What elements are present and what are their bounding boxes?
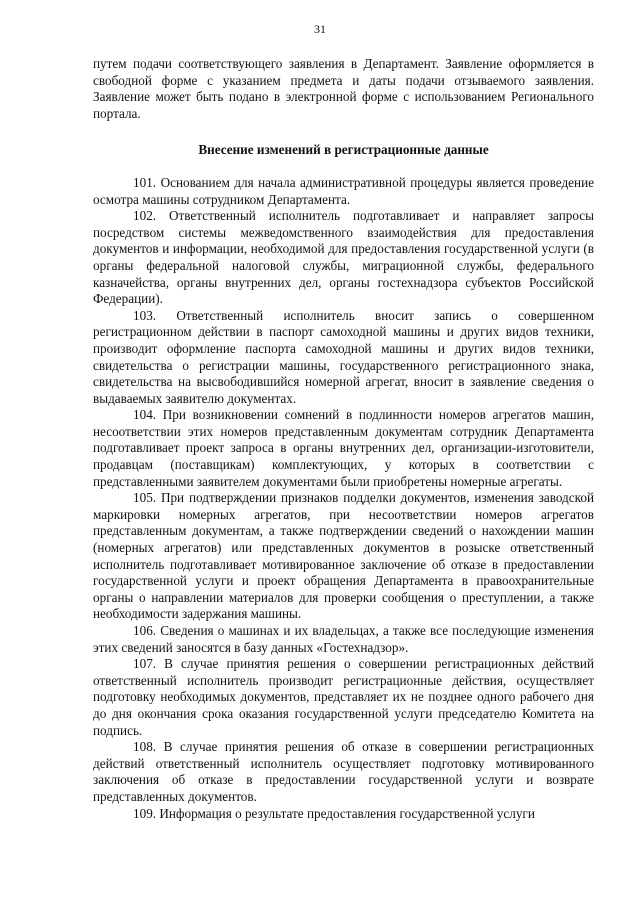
paragraph-number: 102. (133, 208, 157, 224)
paragraph-108 (93, 739, 594, 805)
paragraph-number: 104. (133, 407, 157, 423)
paragraph-number: 101. (133, 174, 157, 190)
paragraph-text: Сведения о машинах и их владельцах, а также все последующие изменения этих сведений заносятся в базу данных «Гостехнадзор». (93, 623, 594, 655)
document-body (93, 56, 594, 822)
paragraph-number: 108. (133, 739, 157, 755)
paragraph-text: В случае принятия решения об отказе в совершении регистрационных действий ответственный исполнитель осуществляет подготовку мотивированного заключения об отказе в предоставлении государственной услуги и возврате представленных документов. (93, 739, 594, 804)
paragraph-number: 103. (133, 307, 157, 323)
paragraph-text: В случае принятия решения о совершении регистрационных действий ответственный исполнитель производит регистрационные действия, осуществляет подготовку необходимых документов, представляет их не позднее одного рабочего дня до дня окончания срока оказания государственной услуги председателю Комитета на подпись. (93, 656, 595, 738)
paragraph-text: При возникновении сомнений в подлинности номеров агрегатов машин, несоответствии этих номеров представленным документам сотрудник Департамента подготавливает проект запроса в органы внутренних дел, организации-изготовители, продавцам (поставщикам) комплектующих, у которых в соответствии с представленными заявителем документами были приобретены номерные агрегаты. (93, 407, 595, 489)
paragraph-107 (93, 656, 594, 739)
paragraph-109 (93, 806, 594, 823)
paragraph-text: При подтверждении признаков подделки документов, изменения заводской маркировки номерных агрегатов, при несоответствии номеров агрегатов представленным документам, а также подтверждении сведений о нахождении машин (номерных агрегатов) или представленных документов в розыске ответственный исполнитель подготавливает мотивированное заключение об отказе в предоставлении государственной услуги и проект обращения Департамента в правоохранительные органы о направлении материалов для проверки сообщения о преступлении, а также необходимости задержания машины. (93, 490, 595, 622)
paragraph-101 (93, 175, 594, 208)
paragraph-102 (93, 208, 594, 308)
intro-paragraph: путем подачи соответствующего заявления в Департамент. Заявление оформляется в свободной форме с указанием предмета и даты подачи отзываемого заявления. Заявление может быть подано в электронной форме с использованием Регионального портала. (93, 56, 594, 121)
paragraph-text: Основанием для начала административной процедуры является проведение осмотра машины сотрудником Департамента. (93, 174, 595, 207)
paragraph-text: Ответственный исполнитель подготавливает и направляет запросы посредством системы межведомственного взаимодействия для предоставления документов и информации, необходимой для предоставления государственной услуги (в органы федеральной налоговой службы, миграционной службы, федерального казначейства, органы внутренних дел, органы гостехнадзора субъектов Российской Федерации). (93, 208, 595, 307)
paragraph-number: 105. (133, 490, 157, 506)
paragraph-number: 106. (133, 623, 157, 638)
paragraph-103 (93, 308, 594, 408)
paragraph-number: 109. (133, 805, 157, 821)
paragraph-text: Ответственный исполнитель вносит запись о совершенном регистрационном действии в паспорт самоходной машины и других видов техники, производит оформление паспорта самоходной машины и других видов техники, свидетельства о регистрации машины, государственного регистрационного знака, свидетельства на высвободившийся номерной агрегат, вносит в заявление сведения о выдаваемых заявителю документах. (93, 307, 595, 406)
paragraph-text: Информация о результате предоставления государственной услуги (159, 805, 535, 821)
page-number: 31 (314, 22, 326, 36)
paragraph-104 (93, 407, 594, 490)
section-heading: Внесение изменений в регистрационные данные (198, 142, 489, 158)
paragraph-105 (93, 490, 594, 623)
paragraph-106 (93, 623, 594, 656)
paragraph-number: 107. (133, 656, 157, 672)
